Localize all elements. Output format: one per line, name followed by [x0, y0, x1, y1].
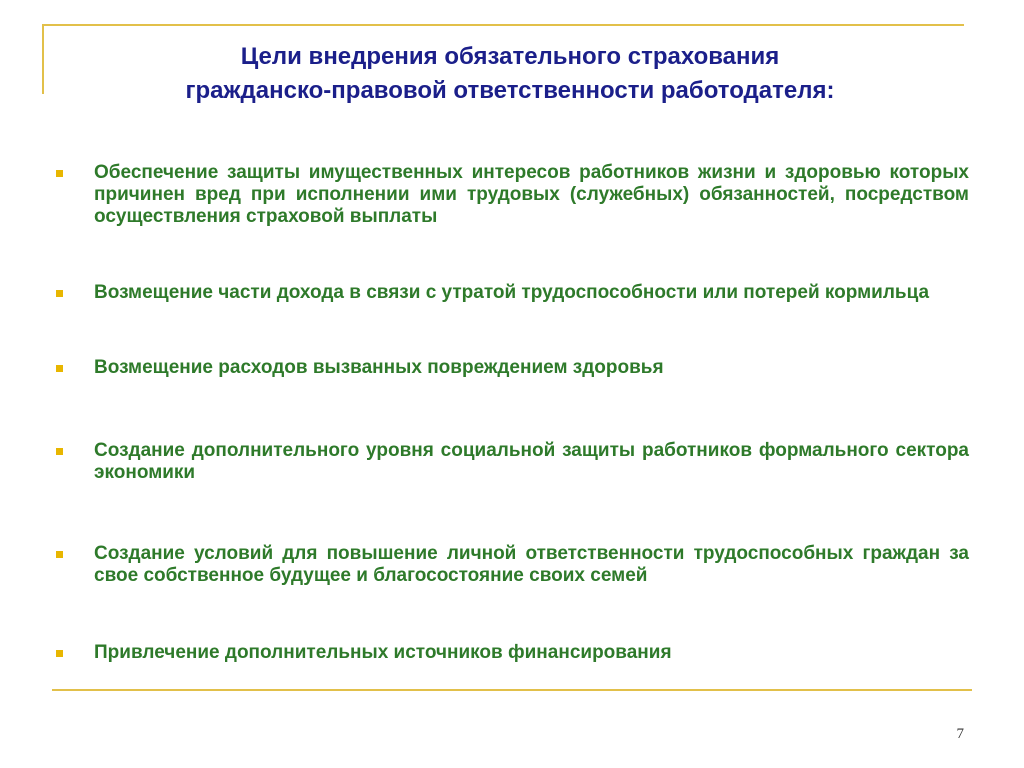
bullet-item [56, 357, 969, 379]
bullet-text: Привлечение дополнительных источников финансирования [94, 642, 672, 663]
bullet-text: Возмещение расходов вызванных повреждением здоровья [94, 357, 664, 378]
bullet-square-icon [56, 365, 63, 372]
bullet-text: Обеспечение защиты имущественных интересов работников жизни и здоровью которых причинен вред при исполнении ими трудовых (служебных) обязанностей, посредством осуществления страховой выплаты [94, 162, 969, 227]
page-number: 7 [956, 726, 964, 742]
bullet-item [56, 282, 969, 304]
bullet-text: Возмещение части дохода в связи с утратой трудоспособности или потерей кормильца [94, 282, 930, 303]
bullet-item [56, 440, 969, 484]
bullet-item [56, 162, 969, 228]
bullet-item [56, 543, 969, 587]
bullet-square-icon [56, 650, 63, 657]
bottom-divider [52, 689, 972, 691]
bullet-square-icon [56, 170, 63, 177]
slide-title-line-1: Цели внедрения обязательного страхования [240, 43, 780, 70]
bullet-text: Создание условий для повышение личной ответственности трудоспособных граждан за свое собственное будущее и благосостояние своих семей [94, 543, 969, 586]
slide-title-line-2: гражданско-правовой ответственности работодателя: [185, 77, 835, 104]
bullet-text: Создание дополнительного уровня социальной защиты работников формального сектора экономики [94, 440, 969, 483]
bullet-square-icon [56, 448, 63, 455]
bullet-item [56, 642, 969, 664]
bullet-square-icon [56, 551, 63, 558]
bullet-square-icon [56, 290, 63, 297]
